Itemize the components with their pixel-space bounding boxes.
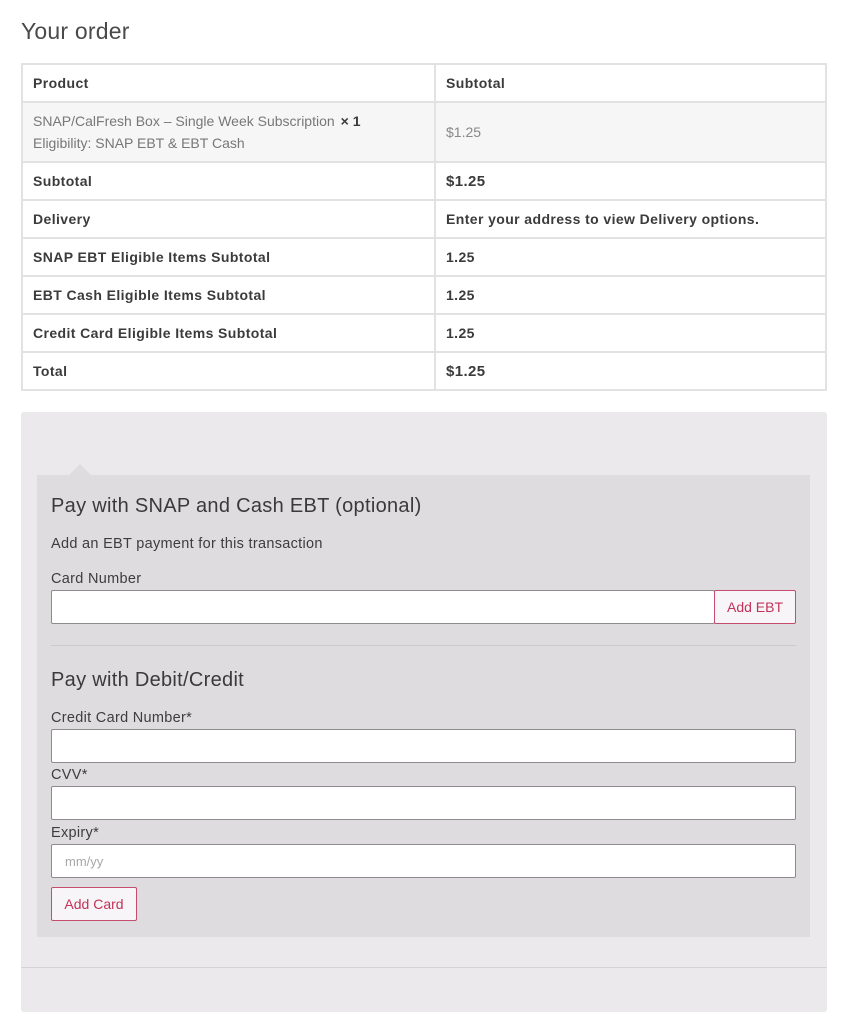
- product-price: $1.25: [435, 102, 826, 162]
- order-summary-table: [21, 63, 827, 391]
- subtotal-column-header: Subtotal: [435, 64, 826, 102]
- ebt-card-number-label: Card Number: [51, 571, 142, 587]
- table-row: [22, 102, 826, 162]
- payment-methods-panel: [21, 412, 827, 1012]
- table-header-row: [22, 64, 826, 102]
- ebt-cash-subtotal-label: EBT Cash Eligible Items Subtotal: [22, 276, 435, 314]
- total-value: $1.25: [435, 352, 826, 390]
- table-row: [22, 276, 826, 314]
- add-card-button[interactable]: Add Card: [51, 887, 137, 921]
- product-eligibility: Eligibility: SNAP EBT & EBT Cash: [33, 135, 245, 151]
- credit-subtotal-label: Credit Card Eligible Items Subtotal: [22, 314, 435, 352]
- credit-section-heading: Pay with Debit/Credit: [51, 669, 245, 691]
- credit-subtotal-value: 1.25: [435, 314, 826, 352]
- credit-card-number-input[interactable]: [51, 729, 796, 763]
- panel-bottom-divider: [21, 967, 827, 968]
- section-divider: [51, 645, 796, 646]
- add-ebt-button[interactable]: Add EBT: [714, 590, 796, 624]
- ebt-cash-subtotal-value: 1.25: [435, 276, 826, 314]
- ebt-section-heading: Pay with SNAP and Cash EBT (optional): [51, 495, 422, 517]
- table-row: [22, 314, 826, 352]
- cvv-input[interactable]: [51, 786, 796, 820]
- delivery-label: Delivery: [22, 200, 435, 238]
- table-row: [22, 200, 826, 238]
- credit-card-number-label: Credit Card Number*: [51, 710, 193, 726]
- expiry-input[interactable]: [51, 844, 796, 878]
- snap-subtotal-label: SNAP EBT Eligible Items Subtotal: [22, 238, 435, 276]
- table-row: [22, 162, 826, 200]
- product-cell: [22, 102, 435, 162]
- table-row: [22, 238, 826, 276]
- ebt-description: Add an EBT payment for this transaction: [51, 536, 323, 552]
- product-quantity: × 1: [340, 113, 361, 129]
- caret-pointer-icon: [69, 464, 91, 475]
- snap-subtotal-value: 1.25: [435, 238, 826, 276]
- cvv-label: CVV*: [51, 767, 88, 783]
- expiry-label: Expiry*: [51, 825, 100, 841]
- table-row: [22, 352, 826, 390]
- ebt-card-number-input[interactable]: [51, 590, 715, 624]
- page-title: Your order: [21, 18, 130, 44]
- total-label: Total: [22, 352, 435, 390]
- payment-form-box: [37, 475, 810, 937]
- product-name: SNAP/CalFresh Box – Single Week Subscription: [33, 113, 335, 129]
- delivery-value: Enter your address to view Delivery options.: [435, 200, 826, 238]
- subtotal-label: Subtotal: [22, 162, 435, 200]
- product-column-header: Product: [22, 64, 435, 102]
- subtotal-value: $1.25: [435, 162, 826, 200]
